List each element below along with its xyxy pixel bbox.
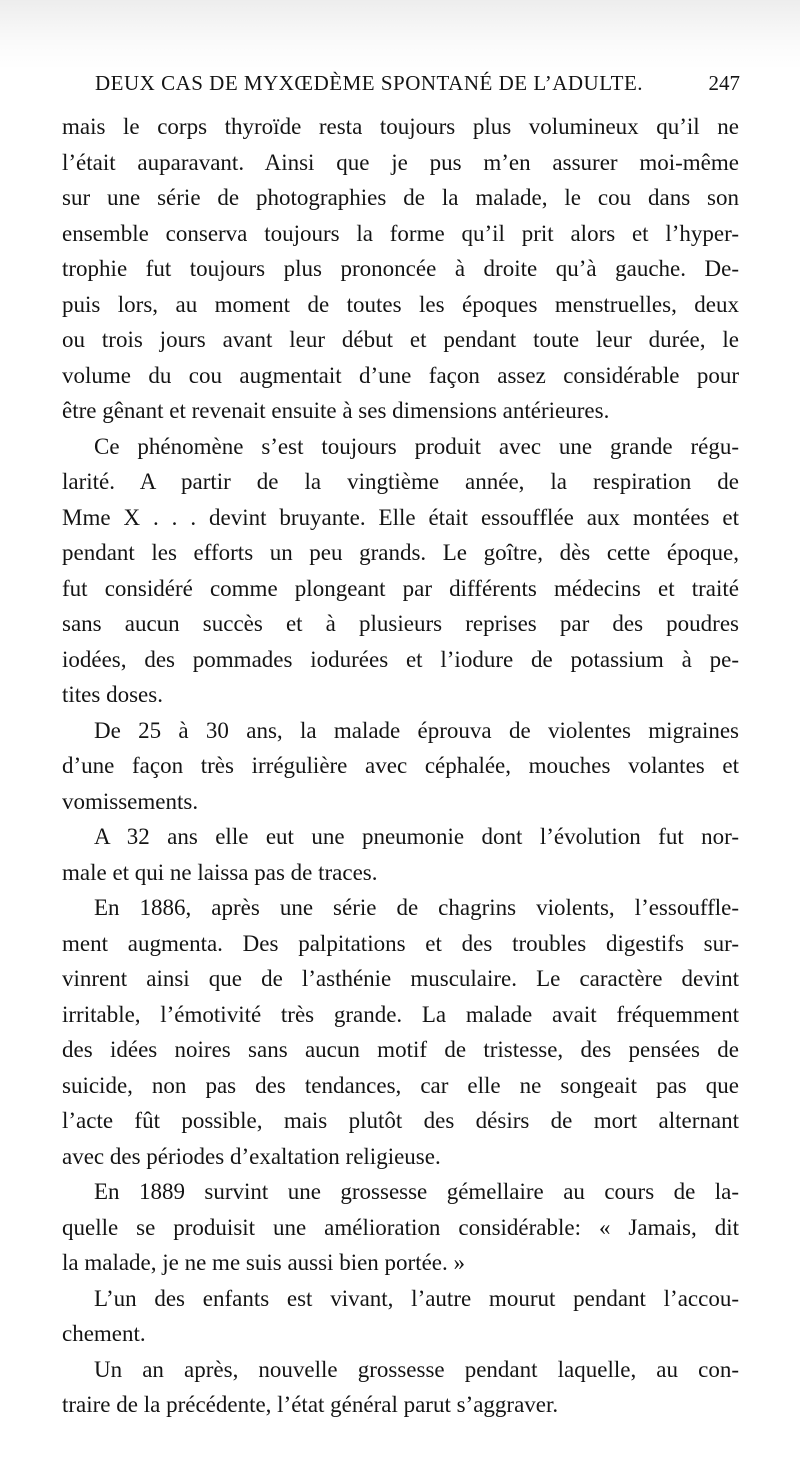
text-line: l’était auparavant. Ainsi que je pus m’en assurer moi-même (62, 149, 739, 175)
text-line: l’acte fût possible, mais plutôt des désirs de mort alternant (62, 1108, 739, 1133)
text-line: male et qui ne laissa pas de traces. (62, 859, 378, 885)
text-line: irritable, l’émotivité très grande. La malade avait fréquemment (62, 1001, 739, 1027)
text-line: tites doses. (62, 682, 163, 707)
body-text (62, 109, 739, 1423)
text-line: d’une façon très irrégulière avec céphalée, mouches volantes et (62, 753, 739, 778)
text-line: puis lors, au moment de toutes les époques menstruelles, deux (62, 291, 739, 317)
paragraph-start-line: Ce phénomène s’est toujours produit avec une grande régu- (94, 433, 739, 459)
text-line: suicide, non pas des tendances, car elle ne songeait pas que (62, 1072, 739, 1098)
paragraph-start-line: De 25 à 30 ans, la malade éprouva de violentes migraines (94, 717, 739, 743)
text-line: ensemble conserva toujours la forme qu’il prit alors et l’hyper- (62, 220, 739, 246)
text-line: trophie fut toujours plus prononcée à droite qu’à gauche. De- (62, 256, 739, 281)
text-line: mais le corps thyroïde resta toujours plus volumineux qu’il ne (62, 114, 739, 139)
text-line: Mme X . . . devint bruyante. Elle était essoufflée aux montées et (62, 504, 739, 530)
page-edge-shading (0, 0, 800, 70)
running-title: DEUX CAS DE MYXŒDÈME SPONTANÉ DE L’ADULTE. (95, 71, 644, 95)
paragraph-start-line: L’un des enfants est vivant, l’autre mourut pendant l’accou- (94, 1285, 739, 1311)
paragraph-start-line: En 1886, après une série de chagrins violents, l’essouffle- (94, 895, 739, 920)
text-line: larité. A partir de la vingtième année, la respiration de (62, 469, 739, 494)
text-line: quelle se produisit une amélioration considérable: « Jamais, dit (62, 1214, 739, 1240)
text-line: être gênant et revenait ensuite à ses dimensions antérieures. (62, 398, 610, 423)
text-line: ment augmenta. Des palpitations et des troubles digestifs sur- (62, 930, 739, 956)
text-line: traire de la précédente, l’état général parut s’aggraver. (62, 1392, 559, 1417)
text-line: pendant les efforts un peu grands. Le goître, dès cette époque, (62, 540, 739, 565)
paragraph-start-line: En 1889 survint une grossesse gémellaire au cours de la- (94, 1179, 739, 1204)
text-line: sans aucun succès et à plusieurs reprises par des poudres (62, 611, 739, 636)
text-line: volume du cou augmentait d’une façon assez considérable pour (62, 362, 739, 388)
running-head (95, 71, 740, 101)
paragraph-start-line: A 32 ans elle eut une pneumonie dont l’évolution fut nor- (94, 824, 739, 849)
text-line: ou trois jours avant leur début et pendant toute leur durée, le (62, 327, 739, 352)
paragraph-start-line: Un an après, nouvelle grossesse pendant laquelle, au con- (94, 1356, 739, 1382)
text-line: chement. (62, 1321, 146, 1346)
text-line: fut considéré comme plongeant par différents médecins et traité (62, 575, 739, 601)
text-line: la malade, je ne me suis aussi bien portée. » (62, 1250, 466, 1275)
text-line: vinrent ainsi que de l’asthénie musculaire. Le caractère devint (62, 966, 739, 991)
text-line: des idées noires sans aucun motif de tristesse, des pensées de (62, 1037, 739, 1062)
page-number: 247 (708, 71, 740, 95)
text-line: iodées, des pommades iodurées et l’iodure de potassium à pe- (62, 646, 739, 672)
text-line: vomissements. (62, 788, 199, 814)
text-line: sur une série de photographies de la malade, le cou dans son (62, 185, 739, 210)
text-line: avec des périodes d’exaltation religieuse. (62, 1143, 441, 1169)
